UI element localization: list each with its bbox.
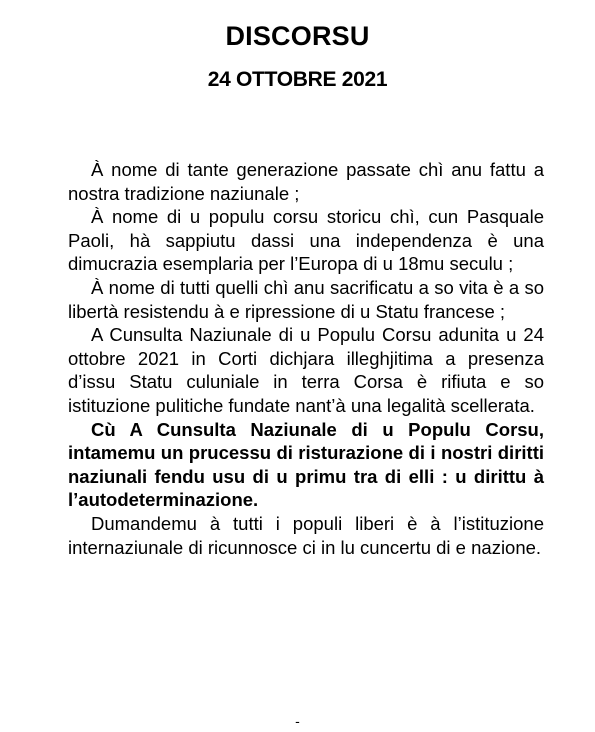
paragraph-request: Dumandemu à tutti i populi liberi è à l’istituzione internaziunale di ricunnosce ci in lu cuncertu di e nazione. [68,512,544,558]
paragraph-generations: À nome di tante generazione passate chì anu fattu a nostra tradizione naziunale ; [68,159,544,204]
document-date: 24 OTTOBRE 2021 [207,68,388,91]
page-mark: - [295,713,300,729]
paragraph-self-determination: Cù A Cunsulta Naziunale di u Populu Corsu, intamemu un prucessu di risturazione di i nostri diritti naziunali fendu usu di u primu tra di elli : u dirittu à l’autodeterminazione. [68,418,544,511]
document-body [68,158,544,559]
paragraph-sacrifice: À nome di tutti quelli chì anu sacrificatu a so vita è a so libertà resistendu à e ripressione di u Statu francese ; [68,276,544,322]
paragraph-corsican-people: À nome di u populu corsu storicu chì, cun Pasquale Paoli, hà sappiutu dassi una independenza è una dimucrazia esemplaria per l’Europa di u 18mu seculu ; [68,206,544,275]
document-title: DISCORSU [225,21,370,51]
paragraph-declaration: A Cunsulta Naziunale di u Populu Corsu adunita u 24 ottobre 2021 in Corti dichjara illeghjitima a presenza d’issu Statu culuniale in terra Corsa è rifiuta e so istituzione pulitiche fundate nant’à una legalità scellerata. [68,324,544,416]
